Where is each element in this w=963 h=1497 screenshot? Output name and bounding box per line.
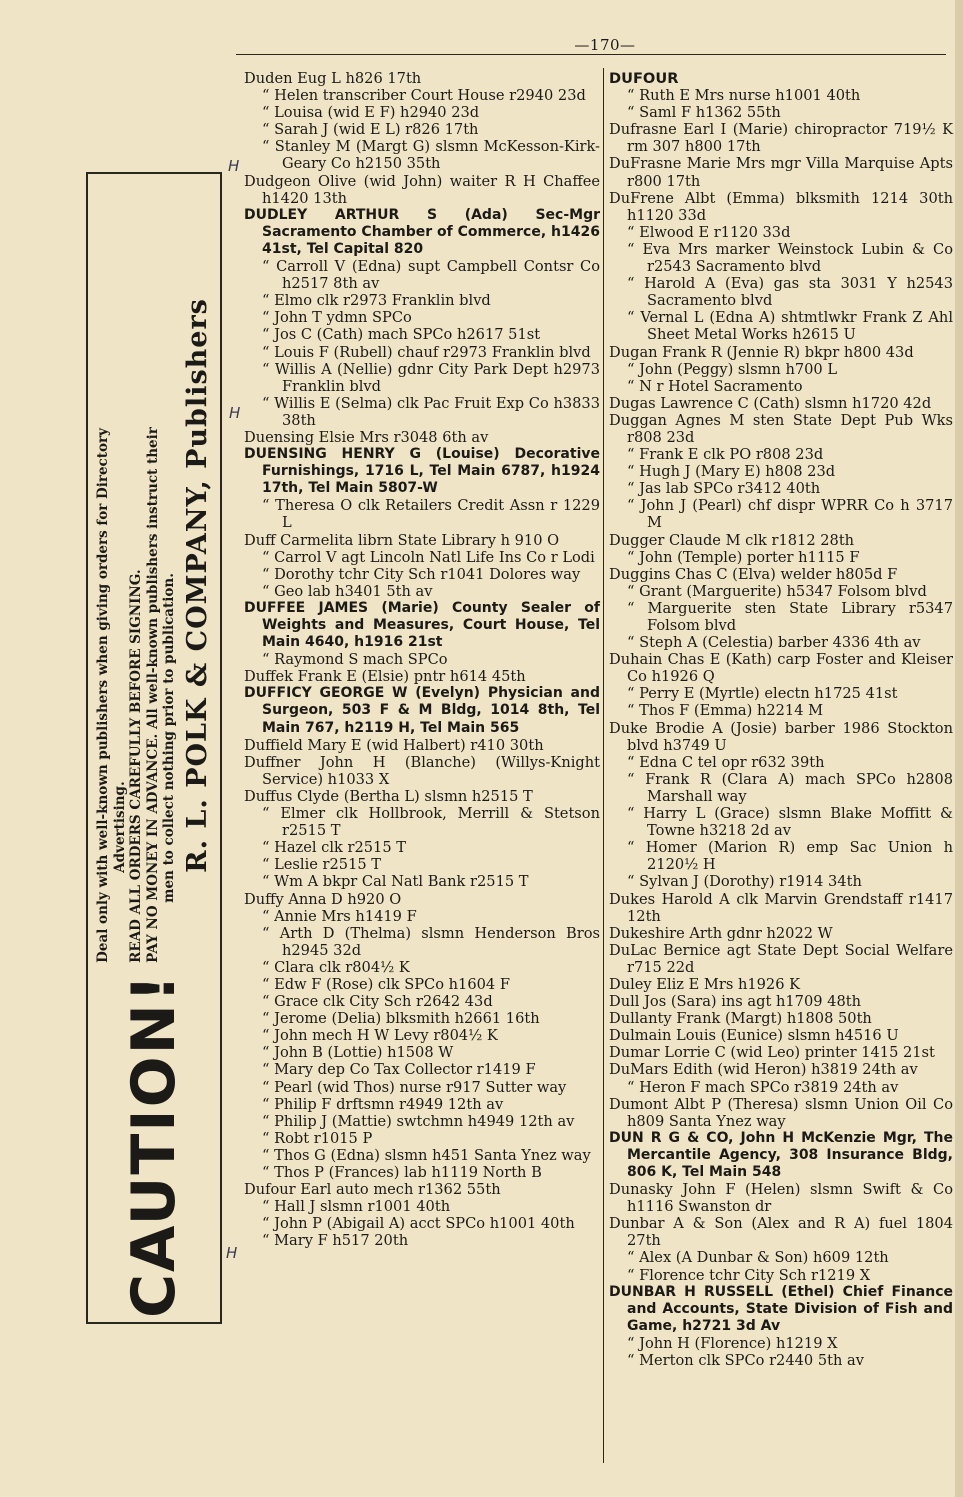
directory-entry: “ Vernal L (Edna A) shtmtlwkr Frank Z Ahl Sheet Metal Works h2615 U: [627, 309, 953, 344]
pencil-mark: H: [226, 1244, 238, 1262]
directory-entry: “ Carrol V agt Lincoln Natl Life Ins Co r Lodi: [262, 548, 595, 566]
left-listing-column: [244, 70, 600, 1249]
caution-line: READ ALL ORDERS CAREFULLY BEFORE SIGNING.: [128, 569, 145, 963]
directory-entry: “ Willis E (Selma) clk Pac Fruit Exp Co h3833 38th: [262, 394, 600, 429]
directory-entry: “ Grant (Marguerite) h5347 Folsom blvd: [627, 582, 927, 600]
directory-entry: “ Harold A (Eva) gas sta 3031 Y h2543 Sacramento blvd: [627, 275, 953, 310]
directory-entry: “ Perry E (Myrtle) electn h1725 41st: [627, 685, 898, 703]
directory-entry: DUDLEY ARTHUR S (Ada) Sec-Mgr Sacramento Chamber of Commerce, h1426 41st, Tel Capital 820: [244, 206, 600, 257]
directory-entry: Dunasky John F (Helen) slsmn Swift & Co h1116 Swanston dr: [609, 1181, 953, 1216]
directory-entry: “ Heron F mach SPCo r3819 24th av: [627, 1078, 899, 1096]
directory-entry: “ Mary F h517 20th: [262, 1232, 409, 1250]
directory-entry: Dufour Earl auto mech r1362 55th: [244, 1181, 501, 1199]
directory-entry: “ Ruth E Mrs nurse h1001 40th: [627, 87, 861, 105]
directory-entry: “ Elwood E r1120 33d: [627, 223, 791, 241]
directory-entry: “ Pearl (wid Thos) nurse r917 Sutter way: [262, 1078, 567, 1096]
directory-entry: “ John (Temple) porter h1115 F: [627, 548, 860, 566]
column-divider: [603, 68, 604, 1463]
directory-entry: “ Homer (Marion R) emp Sac Union h 2120½ H: [627, 839, 953, 874]
section-header: DUFOUR: [609, 70, 679, 87]
directory-entry: “ Willis A (Nellie) gdnr City Park Dept h2973 Franklin blvd: [262, 360, 600, 395]
caution-line: Advertising.: [111, 781, 128, 873]
directory-entry: “ Marguerite sten State Library r5347 Folsom blvd: [627, 599, 953, 634]
caution-heading: CAUTION!: [119, 972, 189, 1318]
directory-entry: Duffus Clyde (Bertha L) slsmn h2515 T: [244, 787, 533, 805]
directory-entry: Duffek Frank E (Elsie) pntr h614 45th: [244, 668, 526, 686]
directory-entry: “ Harry L (Grace) slsmn Blake Moffitt & Towne h3218 2d av: [627, 805, 953, 840]
directory-entry: “ John B (Lottie) h1508 W: [262, 1044, 454, 1062]
directory-entry: “ Frank E clk PO r808 23d: [627, 446, 824, 464]
directory-entry: DUFFEE JAMES (Marie) County Sealer of Weights and Measures, Court House, Tel Main 4640, h1916 21st: [244, 599, 600, 651]
directory-entry: “ Helen transcriber Court House r2940 23d: [262, 87, 586, 105]
directory-entry: “ Leslie r2515 T: [262, 856, 382, 874]
directory-entry: Dunbar A & Son (Alex and R A) fuel 1804 27th: [609, 1215, 953, 1250]
directory-entry: “ N r Hotel Sacramento: [627, 377, 803, 395]
directory-entry: Dukes Harold A clk Marvin Grendstaff r1417 12th: [609, 890, 953, 925]
directory-entry: “ John (Peggy) slsmn h700 L: [627, 360, 838, 378]
caution-panel: [86, 172, 222, 1324]
directory-entry: “ Clara clk r804½ K: [262, 958, 410, 976]
directory-entry: Dulmain Louis (Eunice) slsmn h4516 U: [609, 1027, 899, 1045]
directory-entry: “ Edna C tel opr r632 39th: [627, 753, 825, 771]
directory-entry: “ Grace clk City Sch r2642 43d: [262, 993, 493, 1011]
directory-entry: “ Eva Mrs marker Weinstock Lubin & Co r2543 Sacramento blvd: [627, 240, 953, 276]
directory-entry: Dugan Frank R (Jennie R) bkpr h800 43d: [609, 343, 914, 361]
directory-entry: Duffield Mary E (wid Halbert) r410 30th: [244, 736, 544, 754]
caution-line: Deal only with well-known publishers when giving orders for Directory: [95, 428, 112, 963]
directory-entry: Dugger Claude M clk r1812 28th: [609, 531, 855, 549]
caution-line: men to collect nothing prior to publication.: [161, 573, 178, 903]
directory-entry: Dugas Lawrence C (Cath) slsmn h1720 42d: [609, 394, 932, 412]
directory-entry: DuMars Edith (wid Heron) h3819 24th av: [609, 1061, 918, 1079]
directory-entry: Duffner John H (Blanche) (Willys-Knight Service) h1033 X: [244, 753, 600, 788]
directory-entry: Duggins Chas C (Elva) welder h805d F: [609, 565, 898, 583]
directory-entry: “ Wm A bkpr Cal Natl Bank r2515 T: [262, 873, 529, 891]
pencil-mark: H: [228, 157, 240, 175]
directory-entry: DuLac Bernice agt State Dept Social Welfare r715 22d: [609, 941, 953, 976]
directory-entry: “ Florence tchr City Sch r1219 X: [627, 1266, 871, 1284]
caution-line: PAY NO MONEY IN ADVANCE. All well-known publishers instruct their: [144, 427, 161, 963]
directory-entry: “ Jas lab SPCo r3412 40th: [627, 480, 821, 498]
directory-entry: “ Stanley M (Margt G) slsmn McKesson-Kirk-Geary Co h2150 35th: [262, 138, 600, 173]
directory-entry: Dukeshire Arth gdnr h2022 W: [609, 924, 833, 942]
directory-entry: “ Sarah J (wid E L) r826 17th: [262, 121, 479, 139]
directory-entry: “ John P (Abigail A) acct SPCo h1001 40th: [262, 1215, 575, 1233]
directory-entry: “ John J (Pearl) chf dispr WPRR Co h 3717 M: [627, 497, 953, 532]
pencil-mark: H: [229, 404, 241, 422]
directory-entry: Duden Eug L h826 17th: [244, 70, 422, 87]
directory-entry: “ Annie Mrs h1419 F: [262, 907, 417, 925]
directory-entry: “ Geo lab h3401 5th av: [262, 582, 433, 600]
directory-entry: Duff Carmelita librn State Library h 910 O: [244, 531, 560, 549]
directory-entry: “ Louis F (Rubell) chauf r2973 Franklin blvd: [262, 343, 591, 361]
directory-entry: “ Alex (A Dunbar & Son) h609 12th: [627, 1249, 889, 1267]
directory-entry: Duhain Chas E (Kath) carp Foster and Kleiser Co h1926 Q: [609, 651, 953, 686]
directory-entry: “ John T ydmn SPCo: [262, 309, 412, 327]
directory-entry: “ Sylvan J (Dorothy) r1914 34th: [627, 873, 862, 891]
directory-entry: “ John mech H W Levy r804½ K: [262, 1027, 498, 1045]
directory-entry: “ Steph A (Celestia) barber 4336 4th av: [627, 634, 921, 652]
directory-entry: “ Philip J (Mattie) swtchmn h4949 12th av: [262, 1112, 575, 1130]
directory-entry: “ Theresa O clk Retailers Credit Assn r 1229 L: [262, 497, 600, 532]
directory-entry: Dumar Lorrie C (wid Leo) printer 1415 21st: [609, 1044, 935, 1062]
caution-rotated-content: [88, 178, 220, 1318]
directory-entry: “ Hugh J (Mary E) h808 23d: [627, 463, 836, 481]
directory-entry: “ Thos F (Emma) h2214 M: [627, 702, 824, 720]
directory-entry: Dumont Albt P (Theresa) slsmn Union Oil Co h809 Santa Ynez way: [609, 1095, 953, 1130]
directory-entry: “ Thos P (Frances) lab h1119 North B: [262, 1164, 542, 1181]
directory-entry: “ Arth D (Thelma) slsmn Henderson Bros h2945 32d: [262, 924, 600, 959]
directory-entry: “ Dorothy tchr City Sch r1041 Dolores way: [262, 565, 581, 583]
directory-entry: “ Frank R (Clara A) mach SPCo h2808 Marshall way: [627, 770, 953, 805]
directory-entry: Duggan Agnes M sten State Dept Pub Wks r808 23d: [609, 411, 953, 446]
directory-entry: “ Raymond S mach SPCo: [262, 651, 448, 669]
directory-entry: Dull Jos (Sara) ins agt h1709 48th: [609, 993, 861, 1011]
directory-entry: DUN R G & CO, John H McKenzie Mgr, The Mercantile Agency, 308 Insurance Bldg, 806 K, Tel Main 548: [609, 1129, 953, 1180]
page-edge: [955, 0, 963, 1497]
directory-entry: Duensing Elsie Mrs r3048 6th av: [244, 428, 489, 446]
publisher-name: R. L. POLK & COMPANY, Publishers: [181, 298, 213, 873]
directory-entry: DuFrene Albt (Emma) blksmith 1214 30th h1120 33d: [609, 189, 953, 224]
directory-entry: “ Carroll V (Edna) supt Campbell Contsr Co h2517 8th av: [262, 258, 600, 293]
directory-entry: “ Mary dep Co Tax Collector r1419 F: [262, 1061, 536, 1079]
caution-text-block: [95, 298, 213, 963]
directory-entry: “ Elmer clk Hollbrook, Merrill & Stetson r2515 T: [262, 805, 600, 840]
directory-entry: “ Hazel clk r2515 T: [262, 839, 406, 857]
page-number: —170—: [574, 36, 636, 54]
directory-entry: “ Thos G (Edna) slsmn h451 Santa Ynez way: [262, 1146, 591, 1164]
directory-entry: “ Robt r1015 P: [262, 1129, 373, 1147]
directory-entry: Dufrasne Earl I (Marie) chiropractor 719½ K rm 307 h800 17th: [609, 121, 953, 156]
directory-entry: Dudgeon Olive (wid John) waiter R H Chaffee h1420 13th: [244, 172, 600, 207]
directory-entry: “ Louisa (wid E F) h2940 23d: [262, 104, 480, 122]
directory-entry: “ Edw F (Rose) clk SPCo h1604 F: [262, 975, 510, 993]
directory-entry: DUFFICY GEORGE W (Evelyn) Physician and Surgeon, 503 F & M Bldg, 1014 8th, Tel Main 767, h2119 H, Tel Main 565: [244, 685, 600, 736]
directory-entry: DuFrasne Marie Mrs mgr Villa Marquise Apts r800 17th: [609, 155, 953, 190]
right-listing-column: [609, 70, 953, 1369]
directory-entry: “ Hall J slsmn r1001 40th: [262, 1198, 451, 1216]
directory-entry: “ Jerome (Delia) blksmith h2661 16th: [262, 1010, 540, 1028]
directory-entry: Dullanty Frank (Margt) h1808 50th: [609, 1010, 872, 1028]
directory-entry: “ John H (Florence) h1219 X: [627, 1334, 838, 1352]
directory-entry: “ Saml F h1362 55th: [627, 104, 781, 122]
directory-entry: “ Jos C (Cath) mach SPCo h2617 51st: [262, 326, 541, 344]
directory-entry: Duley Eliz E Mrs h1926 K: [609, 975, 801, 993]
directory-entry: “ Philip F drftsmn r4949 12th av: [262, 1095, 504, 1113]
directory-entry: Duffy Anna D h920 O: [244, 890, 402, 908]
top-rule: [236, 54, 946, 55]
directory-entry: DUNBAR H RUSSELL (Ethel) Chief Finance and Accounts, State Division of Fish and Game, h2721 3d Av: [609, 1283, 953, 1334]
directory-entry: “ Elmo clk r2973 Franklin blvd: [262, 292, 491, 310]
directory-entry: “ Merton clk SPCo r2440 5th av: [627, 1352, 864, 1370]
directory-entry: DUENSING HENRY G (Louise) Decorative Furnishings, 1716 L, Tel Main 6787, h1924 17th, Tel Main 5807-W: [244, 446, 600, 497]
directory-entry: Duke Brodie A (Josie) barber 1986 Stockton blvd h3749 U: [609, 719, 953, 754]
